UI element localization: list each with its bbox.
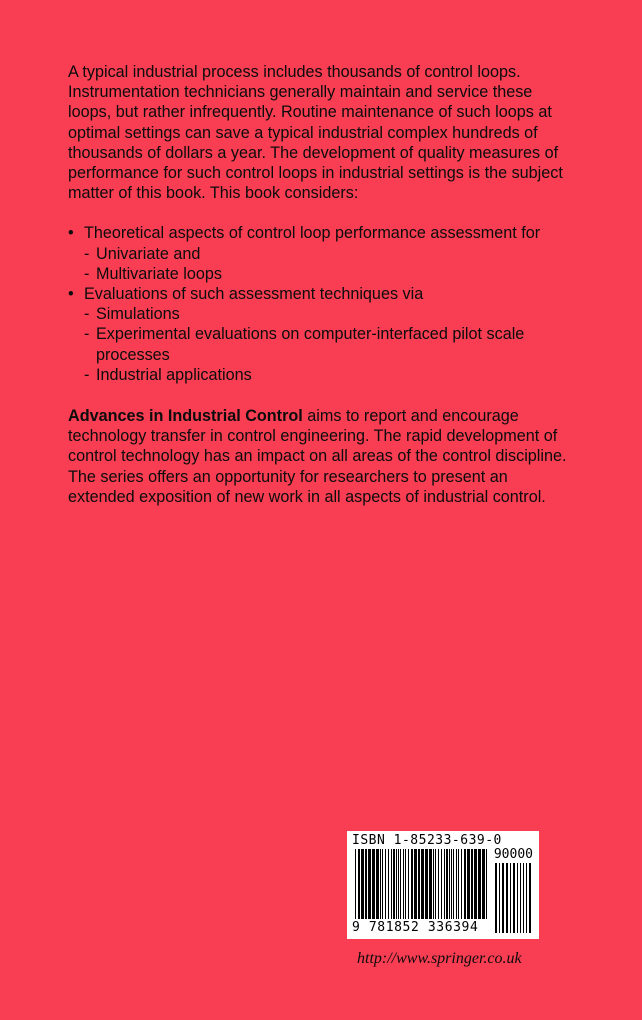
barcode-bar	[456, 849, 457, 919]
barcode-bar	[405, 849, 406, 919]
barcode-bar	[425, 849, 428, 919]
barcode-bar	[358, 849, 360, 919]
ean-number: 9 781852 336394	[352, 920, 479, 935]
barcode-bar	[355, 849, 356, 919]
barcode-bar	[388, 849, 389, 919]
isbn-number: ISBN 1-85233-639-0	[352, 833, 502, 848]
barcode-bar	[446, 849, 448, 919]
barcode-bar	[478, 849, 481, 919]
barcode-bar	[372, 849, 375, 919]
barcode-bar	[435, 849, 436, 919]
series-description: aims to report and encourage technology transfer in control engineering. The rapid development of control technology has an impact on all areas of the control discipline. The series offers an opportunity for researchers to present an extended exposition of new work in all aspects of industrial control.	[68, 407, 567, 506]
barcode-bar	[464, 849, 466, 919]
barcode-bar	[438, 849, 439, 919]
barcode-bar	[391, 849, 392, 919]
subtopic-item: - Simulations	[84, 304, 568, 324]
barcode-bar	[433, 849, 434, 919]
barcode-bar	[403, 849, 404, 919]
subtopic-list	[84, 304, 568, 385]
barcode-addon-bar	[517, 863, 518, 933]
back-cover-text	[68, 62, 568, 507]
barcode-bar	[449, 849, 450, 919]
subtopic-item: - Univariate and	[84, 244, 568, 264]
barcode-addon-bar	[495, 863, 497, 933]
barcode-bar	[471, 849, 473, 919]
barcode-addon-bar	[520, 863, 521, 933]
series-paragraph	[68, 406, 568, 507]
series-name: Advances in Industrial Control	[68, 407, 303, 426]
barcode-bar	[441, 849, 442, 919]
barcode-bar	[458, 849, 459, 919]
barcode-addon-bar	[506, 863, 508, 933]
barcode-bar	[396, 849, 397, 919]
barcode-bar	[380, 849, 381, 919]
barcode-bar	[400, 849, 401, 919]
barcode-bar	[398, 849, 399, 919]
barcode-addon-bar	[510, 863, 511, 933]
barcode-bar	[376, 849, 379, 919]
subtopic-list	[84, 244, 568, 284]
barcode-bar	[411, 849, 413, 919]
barcode-addon-bar	[526, 863, 527, 933]
barcode-bar	[418, 849, 420, 919]
barcode-addon-bar	[523, 863, 524, 933]
barcode-bar	[474, 849, 477, 919]
barcode-bar	[361, 849, 364, 919]
subtopic-item: - Multivariate loops	[84, 264, 568, 284]
topic-item	[68, 223, 568, 284]
barcode-bar	[385, 849, 386, 919]
barcode-bar	[408, 849, 409, 919]
intro-paragraph: A typical industrial process includes thousands of control loops. Instrumentation technicians generally maintain and service these loops, but rather infrequently. Routine maintenance of such loops at optimal settings can save a typical industrial complex hundreds of thousands of dollars a year. The development of quality measures of performance for such control loops in industrial settings is the subject matter of this book. This book considers:	[68, 63, 563, 203]
barcode-bar	[467, 849, 470, 919]
barcode-addon-bar	[502, 863, 504, 933]
barcode-bar	[482, 849, 485, 919]
barcode-bar	[451, 849, 452, 919]
subtopic-item: - Experimental evaluations on computer-interfaced pilot scale processes	[84, 324, 568, 364]
publisher-url[interactable]: http://www.springer.co.uk	[357, 950, 522, 967]
barcode-bar	[444, 849, 445, 919]
barcode-bar	[421, 849, 424, 919]
topics-list	[68, 223, 568, 385]
barcode-bar	[382, 849, 383, 919]
barcode-addon-bar	[499, 863, 500, 933]
topic-text: Theoretical aspects of control loop performance assessment for	[84, 224, 541, 243]
barcode-bar	[365, 849, 367, 919]
barcode-addon-bar	[513, 863, 515, 933]
subtopic-item: - Industrial applications	[84, 365, 568, 385]
topic-item	[68, 284, 568, 385]
topic-text: Evaluations of such assessment techniques via	[84, 285, 424, 304]
barcode-bar	[486, 849, 487, 919]
barcode-bar	[414, 849, 417, 919]
barcode-addon-bar	[529, 863, 531, 933]
isbn-barcode	[347, 831, 539, 939]
barcode-bar	[461, 849, 462, 919]
barcode-bar	[429, 849, 432, 919]
barcode-bar	[368, 849, 371, 919]
price-code: 90000	[493, 847, 533, 862]
barcode-bar	[393, 849, 395, 919]
barcode-bar	[453, 849, 454, 919]
